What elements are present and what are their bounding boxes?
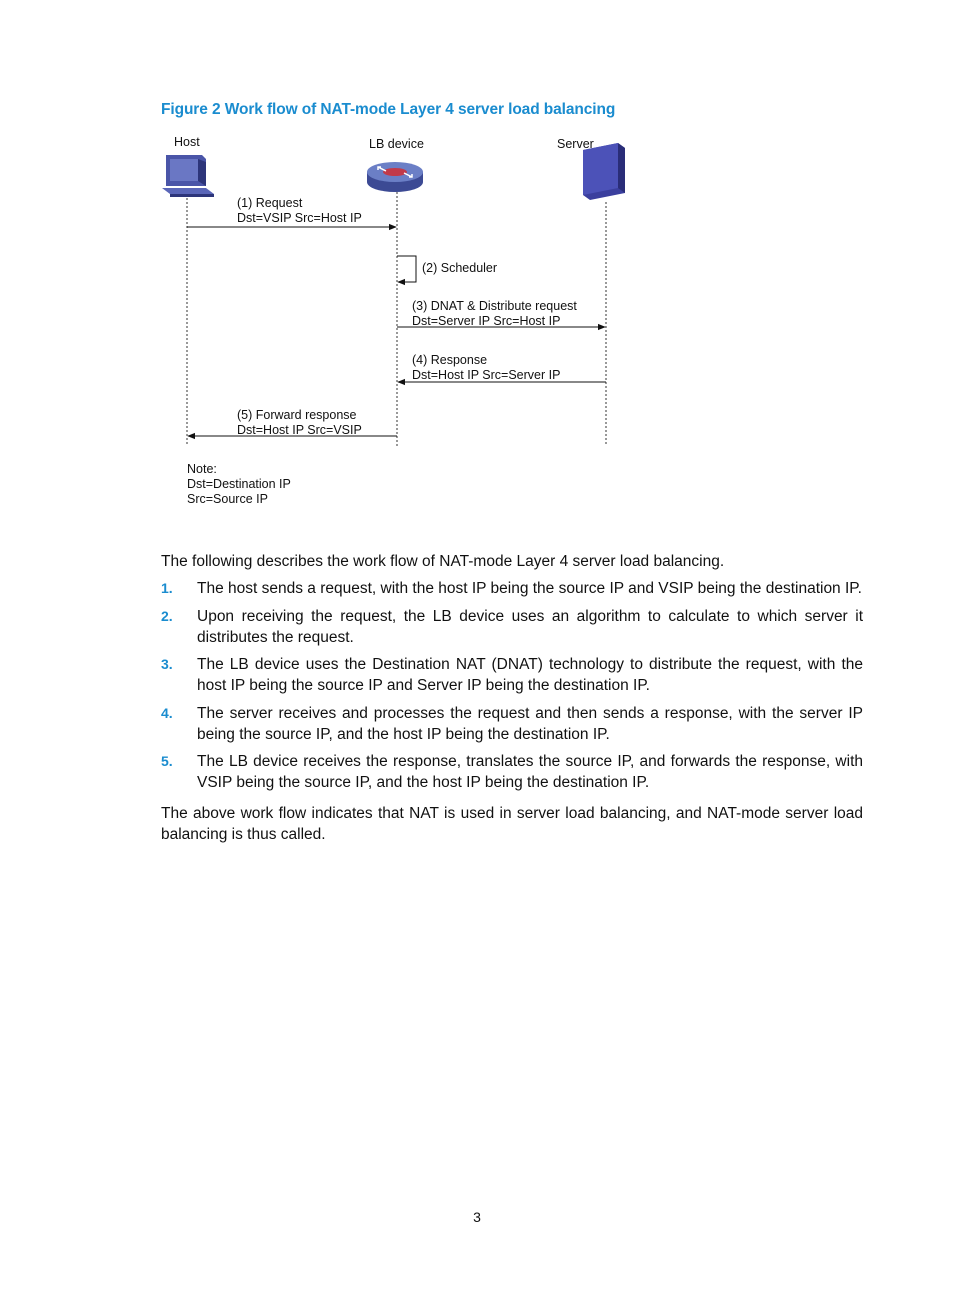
list-number: 4. [161, 705, 173, 721]
figure-caption: Figure 2 Work flow of NAT-mode Layer 4 server load balancing [161, 101, 616, 118]
list-item-text: Upon receiving the request, the LB device uses an algorithm to calculate to which server it distributes the request. [197, 608, 863, 646]
step5-label: (5) Forward response [237, 408, 357, 422]
list-item [161, 654, 863, 696]
step4-detail: Dst=Host IP Src=Server IP [412, 368, 561, 382]
list-item [161, 578, 863, 599]
step1-label: (1) Request [237, 196, 303, 210]
step4-label: (4) Response [412, 353, 488, 367]
list-item [161, 703, 863, 745]
list-number: 5. [161, 753, 173, 769]
list-item-text: The LB device receives the response, translates the source IP, and forwards the response, with VSIP being the source IP, and the host IP being the destination IP. [197, 753, 863, 791]
list-item [161, 751, 863, 793]
host-label: Host [174, 135, 200, 149]
page-number: 3 [473, 1209, 481, 1225]
list-item-text: The host sends a request, with the host IP being the source IP and VSIP being the destination IP. [197, 580, 862, 597]
note-line-src: Src=Source IP [187, 492, 268, 506]
note-title: Note: [187, 462, 217, 476]
list-item-text: The server receives and processes the request and then sends a response, with the server IP being the source IP, and the host IP being the destination IP. [197, 705, 863, 743]
step3-label: (3) DNAT & Distribute request [412, 299, 577, 313]
step2-label: (2) Scheduler [422, 261, 498, 275]
list-number: 3. [161, 656, 173, 672]
list-number: 1. [161, 580, 173, 596]
workflow-steps-list [161, 578, 863, 793]
intro-paragraph: The following describes the work flow of NAT-mode Layer 4 server load balancing. [161, 553, 725, 570]
list-item-text: The LB device uses the Destination NAT (DNAT) technology to distribute the request, with the host IP being the source IP and Server IP being the destination IP. [197, 656, 863, 694]
conclusion-paragraph: The above work flow indicates that NAT is used in server load balancing, and NAT-mode server load balancing is thus called. [161, 805, 863, 843]
server-label: Server [557, 137, 594, 151]
step2-loop-arrow [397, 256, 416, 282]
server-icon [583, 143, 625, 200]
list-item [161, 606, 863, 648]
lb-device-label: LB device [369, 137, 424, 151]
step3-detail: Dst=Server IP Src=Host IP [412, 314, 561, 328]
lb-router-icon [367, 162, 423, 192]
workflow-diagram [0, 0, 954, 520]
step5-detail: Dst=Host IP Src=VSIP [237, 423, 362, 437]
step1-detail: Dst=VSIP Src=Host IP [237, 211, 362, 225]
note-line-dst: Dst=Destination IP [187, 477, 291, 491]
host-computer-icon [162, 155, 214, 197]
list-number: 2. [161, 608, 173, 624]
